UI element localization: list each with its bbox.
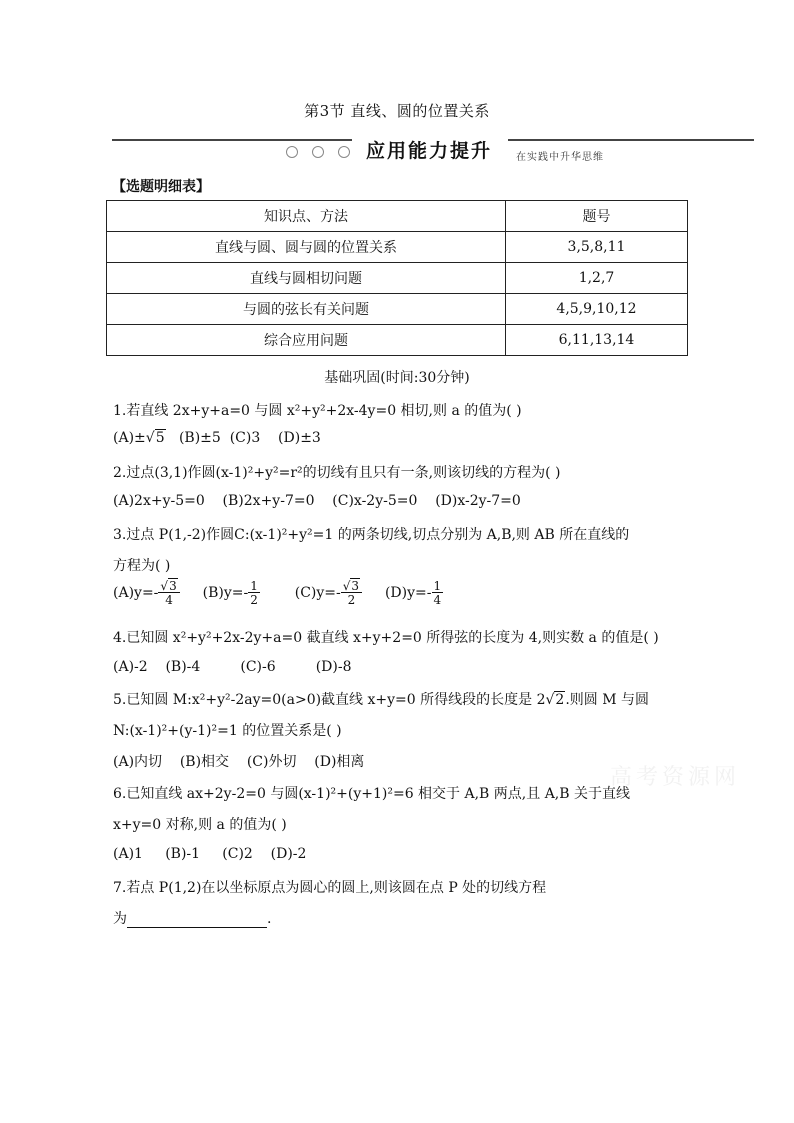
banner-slogan: 在实践中升华思维 [516,152,604,163]
section-title: 第3节 直线、圆的位置关系 [304,102,490,120]
topic-cell: 综合应用问题 [107,325,506,356]
options-bcd: (B)±5 (C)3 (D)±3 [165,430,321,446]
radical-sign: √ [145,430,155,446]
topic-cell: 与圆的弦长有关问题 [107,294,506,325]
table-row [107,294,688,325]
stem-text: . [267,911,272,927]
topic-cell: 直线与圆、圆与圆的位置关系 [107,232,506,263]
subsection-title: 基础巩固(时间:30分钟) [324,370,470,386]
question-7-stem-line2 [113,908,271,928]
header-cell: 知识点、方法 [107,201,506,232]
question-4-options: (A)-2 (B)-4 (C)-6 (D)-8 [113,659,352,675]
numerator: 1 [433,579,442,593]
question-2-stem: 2.过点(3,1)作圆(x-1)²+y²=r²的切线有且只有一条,则该切线的方程为( ) [113,465,561,481]
stem-text: .则圆 M 与圆 [565,692,650,708]
numerator-radicand: 3 [169,579,177,593]
question-5-stem-line1 [113,689,649,709]
decorative-circles [286,146,350,158]
table-row [107,232,688,263]
question-7-stem-line1: 7.若点 P(1,2)在以坐标原点为圆心的圆上,则该圆在点 P 处的切线方程 [113,880,547,896]
header-cell: 题号 [506,201,688,232]
fraction [432,580,444,606]
topic-cell: 直线与圆相切问题 [107,263,506,294]
radical-sign: √ [545,692,555,708]
option-d-prefix: (D)y=- [384,585,432,601]
watermark: 高考资源网 [610,765,741,790]
option-b-prefix: (B)y=- [202,585,249,601]
question-6-options: (A)1 (B)-1 (C)2 (D)-2 [113,846,307,862]
question-6-stem-line1: 6.已知直线 ax+2y-2=0 与圆(x-1)²+(y+1)²=6 相交于 A,B 两点,且 A,B 关于直线 [113,786,630,802]
fraction [248,580,260,606]
radical-sign: √ [160,579,169,593]
question-3-options [113,580,443,606]
fraction [158,580,179,606]
option-c-prefix: (C)y=- [294,585,341,601]
question-5-options: (A)内切 (B)相交 (C)外切 (D)相离 [113,754,365,770]
table-header-row [107,201,688,232]
denominator: 4 [165,593,173,607]
table-label: 【选题明细表】 [112,179,210,195]
question-numbers-cell: 3,5,8,11 [506,232,688,263]
radicand: 5 [155,430,165,446]
fraction [341,580,362,606]
numerator-radicand: 3 [351,579,360,593]
option-a-prefix: (A)± [113,430,146,446]
option-a-prefix: (A)y=- [113,585,159,601]
circle-icon [338,146,350,158]
radical-sign: √ [342,579,351,593]
table-row [107,263,688,294]
circle-icon [286,146,298,158]
question-5-stem-line2: N:(x-1)²+(y-1)²=1 的位置关系是( ) [113,723,342,739]
banner-heading: 应用能力提升 [366,140,493,162]
question-3-stem-line2: 方程为( ) [113,558,171,574]
question-1-stem: 1.若直线 2x+y+a=0 与圆 x²+y²+2x-4y=0 相切,则 a 的值为( ) [113,403,522,419]
question-2-options: (A)2x+y-5=0 (B)2x+y-7=0 (C)x-2y-5=0 (D)x-2y-7=0 [113,493,521,509]
question-numbers-cell: 6,11,13,14 [506,325,688,356]
table-row [107,325,688,356]
stem-text: 5.已知圆 M:x²+y²-2ay=0(a>0)截直线 x+y=0 所得线段的长度是 2 [113,692,546,708]
numerator: 1 [250,579,258,593]
denominator: 4 [433,593,442,607]
question-1-options [113,430,321,446]
question-4-stem: 4.已知圆 x²+y²+2x-2y+a=0 截直线 x+y+2=0 所得弦的长度为 4,则实数 a 的值是( ) [113,630,659,646]
question-6-stem-line2: x+y=0 对称,则 a 的值为( ) [113,817,287,833]
question-3-stem-line1: 3.过点 P(1,-2)作圆C:(x-1)²+y²=1 的两条切线,切点分别为 A,B,则 AB 所在直线的 [113,527,630,543]
stem-text: 为 [113,911,127,927]
answer-blank [127,913,267,928]
denominator: 2 [347,593,356,607]
denominator: 2 [250,593,258,607]
circle-icon [312,146,324,158]
question-numbers-cell: 4,5,9,10,12 [506,294,688,325]
radicand: 2 [555,692,565,708]
question-numbers-cell: 1,2,7 [506,263,688,294]
topic-table [106,200,688,356]
